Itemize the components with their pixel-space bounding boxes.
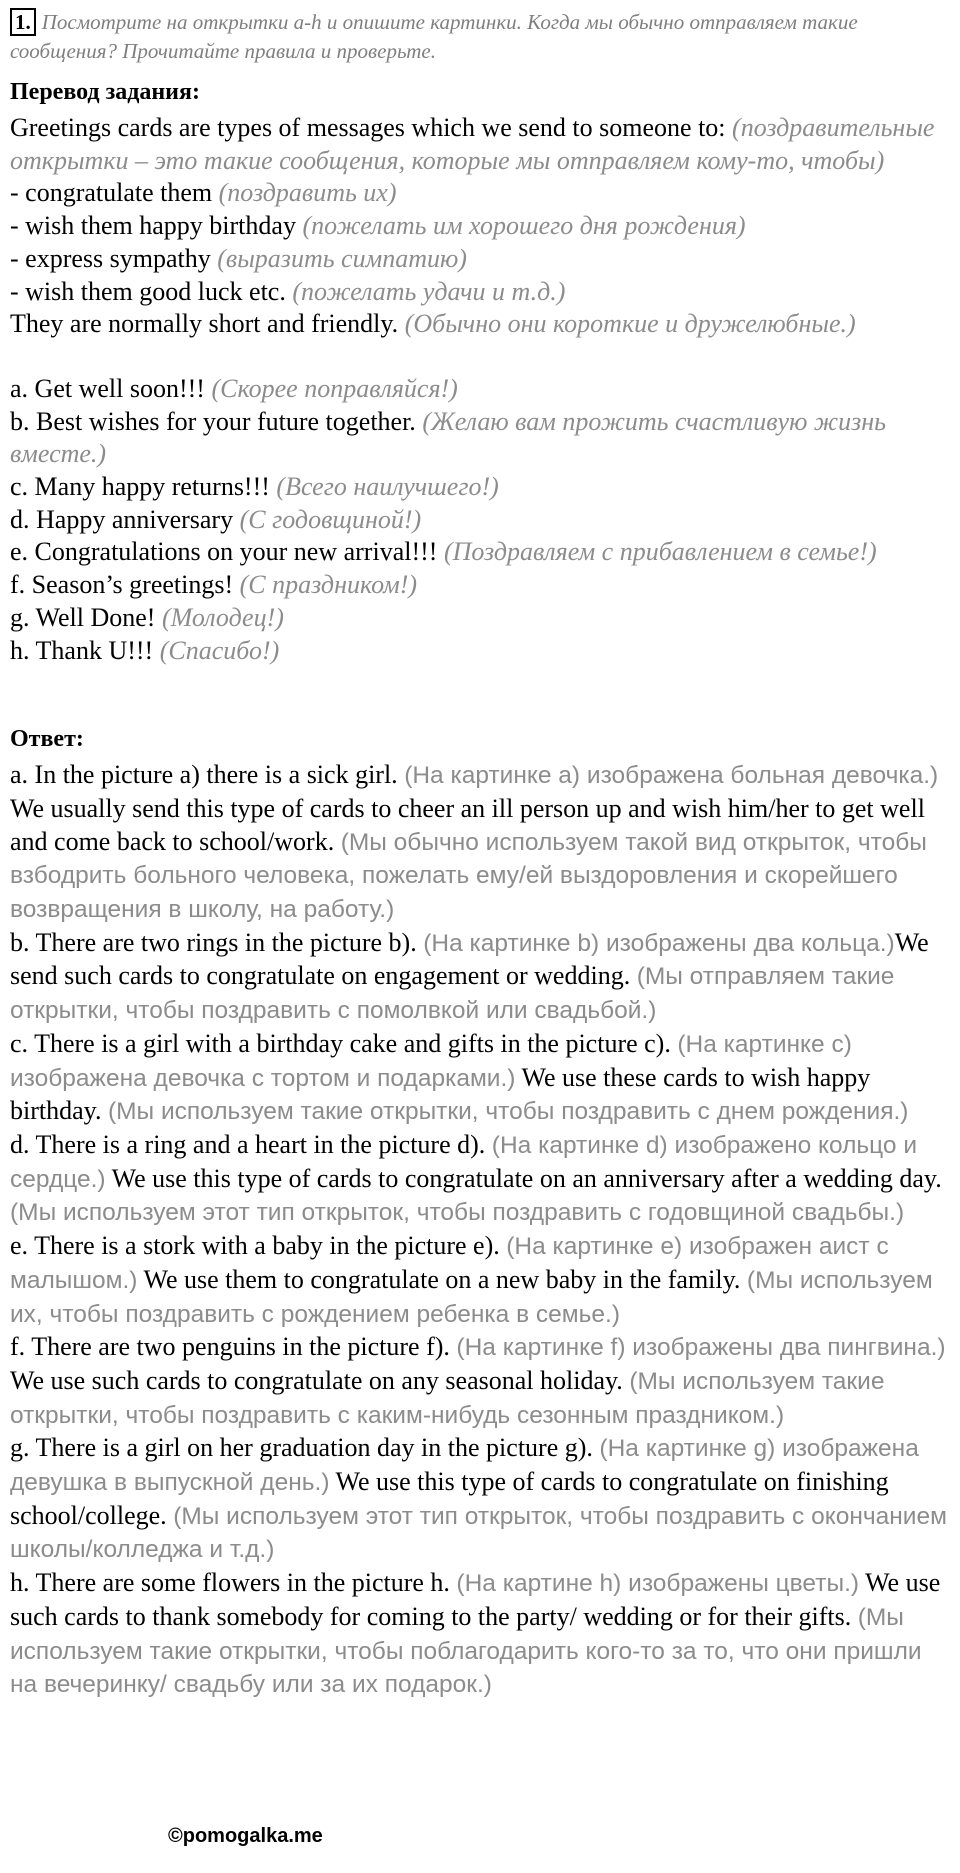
intro-line	[10, 210, 952, 243]
intro-ru: (Обычно они короткие и дружелюбные.)	[404, 309, 856, 339]
answer-item	[10, 759, 952, 927]
intro-ru: (поздравить их)	[218, 178, 397, 208]
phrase-ru: (Молодец!)	[161, 602, 284, 632]
answer-ru: (На картинке e) изображен аист с малышом.)	[10, 1233, 889, 1294]
phrase-ru: (Поздравляем с прибавлением в семье!)	[443, 537, 877, 567]
phrase-en: e. Congratulations on your new arrival!!!	[10, 537, 438, 567]
phrase-item	[10, 569, 952, 602]
answer-item	[10, 1230, 952, 1331]
answer-en: e. There is a stork with a baby in the picture e).	[10, 1231, 500, 1261]
answer-en: b. There are two rings in the picture b).	[10, 927, 417, 957]
intro-line	[10, 276, 952, 309]
phrase-item	[10, 602, 952, 635]
intro-en: - wish them good luck etc.	[10, 276, 286, 306]
intro-ru: (поздравительные открытки – это такие сообщения, которые мы отправляем кому-то, чтобы)	[10, 113, 935, 175]
answer-en: We use these cards to wish happy birthday.	[10, 1062, 871, 1126]
phrase-en: a. Get well soon!!!	[10, 373, 205, 403]
phrase-en: b. Best wishes for your future together.	[10, 406, 416, 436]
answer-ru: (На картинке g) изображена девушка в выпускной день.)	[10, 1435, 919, 1497]
phrase-item	[10, 373, 952, 406]
phrase-item	[10, 536, 952, 569]
intro-line	[10, 243, 952, 276]
answer-ru: (Мы используем такие открытки, чтобы поздравить с каким-нибудь сезонным праздником.)	[10, 1367, 885, 1429]
answer-item	[10, 1567, 952, 1702]
answer-en: We use them to congratulate on a new baby in the family.	[143, 1264, 741, 1294]
phrase-ru: (Всего наилучшего!)	[276, 472, 499, 502]
intro-line	[10, 177, 952, 210]
answer-ru: (На картинке c) изображена девочка с тортом и подарками.)	[10, 1030, 852, 1092]
answer-item	[10, 1129, 952, 1230]
answer-en: We use this type of cards to congratulate on finishing school/college.	[10, 1467, 889, 1530]
answer-ru: (Мы используем такие открытки, чтобы поблагодарить кого-то за то, что они пришли на вечеринку/ свадьбу или за их подарок.)	[10, 1603, 922, 1699]
answer-en: d. There is a ring and a heart in the picture d).	[10, 1129, 486, 1159]
intro-line	[10, 308, 952, 341]
phrase-item	[10, 635, 952, 668]
intro-en: They are normally short and friendly.	[10, 309, 399, 339]
intro-ru: (пожелать им хорошего дня рождения)	[302, 211, 746, 241]
answers-list	[10, 759, 952, 1702]
answer-ru: (Мы отправляем такие открытки, чтобы поздравить с помолвкой или свадьбой.)	[10, 963, 895, 1025]
phrase-ru: (Скорее поправляйся!)	[211, 373, 458, 403]
answer-ru: (Мы используем их, чтобы поздравить с рождением ребенка в семье.)	[10, 1266, 933, 1328]
intro-en: - wish them happy birthday	[10, 211, 296, 241]
answer-item	[10, 1432, 952, 1567]
phrase-item	[10, 504, 952, 537]
answer-ru: (Мы используем этот тип открыток, чтобы поздравить с годовщиной свадьбы.)	[10, 1199, 905, 1227]
answer-ru: (На картинке a) изображена больная девочка.)	[404, 762, 939, 790]
answer-item	[10, 1028, 952, 1129]
answer-ru: (На картинке f) изображены два пингвина.)	[456, 1334, 946, 1362]
task-text: Посмотрите на открытки a-h и опишите картинки. Когда мы обычно отправляем такие сообщения? Прочитайте правила и проверьте.	[10, 10, 858, 63]
answer-en: We use this type of cards to congratulate on an anniversary after a wedding day.	[111, 1163, 942, 1193]
phrase-en: d. Happy anniversary	[10, 504, 234, 534]
answer-ru: (На картинке d) изображено кольцо и сердце.)	[10, 1131, 918, 1193]
answer-ru: (На картине h) изображены цветы.)	[456, 1570, 860, 1598]
answer-en: a. In the picture a) there is a sick girl.	[10, 760, 398, 790]
phrase-en: f. Season’s greetings!	[10, 570, 234, 600]
intro-en: Greetings cards are types of messages which we send to someone to:	[10, 113, 726, 142]
intro-ru: (пожелать удачи и т.д.)	[292, 276, 566, 306]
phrases-list	[10, 373, 952, 667]
phrase-ru: (Спасибо!)	[159, 635, 280, 665]
answer-ru: (На картинке b) изображены два кольца.)	[423, 929, 895, 957]
answer-en: We use such cards to thank somebody for coming to the party/ wedding or for their gifts.	[10, 1568, 941, 1631]
answer-ru: (Мы обычно используем такой вид открыток, чтобы взбодрить больного человека, пожелать ему/ей выздоровления и скорейшего возвращения в школу, на работу.)	[10, 828, 927, 924]
phrase-item	[10, 471, 952, 504]
answer-en: We usually send this type of cards to cheer an ill person up and wish him/her to get well and come back to school/work.	[10, 793, 925, 856]
intro-line	[10, 112, 952, 177]
phrase-item	[10, 406, 952, 471]
answer-heading: Ответ:	[10, 726, 84, 753]
phrase-en: c. Many happy returns!!!	[10, 472, 270, 502]
answer-en: We use such cards to congratulate on any seasonal holiday.	[10, 1365, 623, 1395]
phrase-en: h. Thank U!!!	[10, 635, 154, 665]
phrase-ru: (Желаю вам прожить счастливую жизнь вместе.)	[10, 406, 886, 469]
intro-block	[10, 112, 952, 341]
answer-en: h. There are some flowers in the picture h.	[10, 1568, 450, 1598]
intro-en: - express sympathy	[10, 243, 211, 273]
intro-en: - congratulate them	[10, 178, 213, 208]
phrase-ru: (С праздником!)	[239, 570, 418, 600]
answer-ru: (Мы используем этот тип открыток, чтобы поздравить с окончанием школы/колледжа и т.д.)	[10, 1502, 947, 1564]
intro-ru: (выразить симпатию)	[217, 243, 467, 273]
answer-en: f. There are two penguins in the picture f).	[10, 1332, 450, 1362]
answer-en: g. There is a girl on her graduation day in the picture g).	[10, 1433, 593, 1463]
answer-en: We send such cards to congratulate on engagement or wedding.	[10, 927, 929, 991]
task-number: 1.	[10, 8, 36, 36]
answer-item	[10, 927, 952, 1028]
translation-heading: Перевод задания:	[10, 79, 200, 105]
answer-ru: (Мы используем такие открытки, чтобы поздравить с днем рождения.)	[107, 1098, 909, 1126]
answer-item	[10, 1331, 952, 1432]
watermark: ©pomogalka.me	[168, 1825, 323, 1847]
phrase-en: g. Well Done!	[10, 602, 156, 632]
answer-en: c. There is a girl with a birthday cake and gifts in the picture c).	[10, 1028, 671, 1058]
phrase-ru: (С годовщиной!)	[239, 504, 422, 534]
task-statement	[10, 8, 952, 66]
